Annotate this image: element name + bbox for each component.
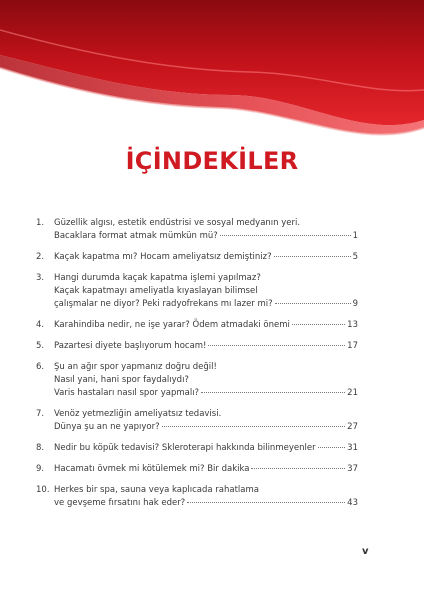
toc-entry[interactable] (36, 442, 358, 455)
toc-entry-line: Pazartesi diyete başlıyorum hocam! (54, 341, 207, 351)
toc-entry-page: 9 (352, 299, 358, 309)
toc-entry[interactable] (36, 217, 358, 243)
toc-entry-line: Hacamatı övmek mi kötülemek mi? Bir dakika (54, 464, 250, 474)
toc-entry-number: 8. (36, 443, 45, 453)
toc-entry-text (54, 463, 358, 476)
toc-entry-page: 37 (347, 464, 358, 474)
red-wave-banner (0, 0, 424, 145)
toc-entry-text (54, 319, 358, 332)
toc-entry-page: 1 (352, 231, 358, 241)
toc-entry[interactable] (36, 361, 358, 400)
toc-entry-line: Bacaklara format atmak mümkün mü? (54, 231, 218, 241)
toc-entry-number: 5. (36, 341, 45, 351)
toc-entry-page: 13 (347, 320, 358, 330)
toc-entry-line: Nasıl yani, hani spor faydalıydı? (54, 375, 189, 385)
toc-entry[interactable] (36, 463, 358, 476)
page-title: İÇİNDEKİLER (125, 147, 299, 175)
toc-entry-page: 5 (352, 252, 358, 262)
toc-entry-line: Güzellik algısı, estetik endüstrisi ve sosyal medyanın yeri. (54, 218, 301, 228)
toc-entry-line: Karahindiba nedir, ne işe yarar? Ödem atmadaki önemi (54, 320, 290, 330)
toc-entry-number: 10. (36, 485, 50, 495)
toc-entry-page: 43 (347, 498, 358, 508)
toc-entry-number: 4. (36, 320, 45, 330)
toc-entry-number: 3. (36, 273, 45, 283)
toc-entry-text (54, 442, 358, 455)
toc-entry-text (54, 340, 358, 353)
dot-leader (251, 467, 345, 469)
toc-entry-line: Varis hastaları nasıl spor yapmalı? (54, 388, 200, 398)
toc-entry-text (54, 408, 358, 434)
toc-entry-line: Herkes bir spa, sauna veya kaplıcada rahatlama (54, 485, 259, 495)
toc-entry-line: ve gevşeme fırsatını hak eder? (54, 498, 186, 508)
toc-entry-number: 9. (36, 464, 45, 474)
toc-entry-page: 27 (347, 422, 358, 432)
dot-leader (292, 323, 345, 325)
toc-entry-line: Hangi durumda kaçak kapatma işlemi yapılmaz? (54, 273, 261, 283)
dot-leader (275, 302, 351, 304)
toc-entry-line: Nedir bu köpük tedavisi? Skleroterapi hakkında bilinmeyenler (54, 443, 316, 453)
toc-entry-text (54, 272, 358, 311)
dot-leader (187, 501, 345, 503)
toc-entry-text (54, 217, 358, 243)
toc-entry-line: Kaçak kapatma mı? Hocam ameliyatsız demiştiniz? (54, 252, 272, 262)
toc-entry-number: 1. (36, 218, 45, 228)
toc-entry-line: Şu an ağır spor yapmanız doğru değil! (54, 362, 217, 372)
toc-entry-text (54, 361, 358, 400)
toc-entry-line: Dünya şu an ne yapıyor? (54, 422, 160, 432)
toc-entry-line: çalışmalar ne diyor? Peki radyofrekans mı lazer mi? (54, 299, 273, 309)
toc-entry-line: Kaçak kapatmayı ameliyatla kıyaslayan bilimsel (54, 286, 258, 296)
toc-entry-page: 31 (347, 443, 358, 453)
toc-entry-text (54, 251, 358, 264)
toc-entry[interactable] (36, 408, 358, 434)
toc-entry-page: 21 (347, 388, 358, 398)
dot-leader (162, 425, 346, 427)
table-of-contents (36, 217, 358, 518)
toc-entry-page: 17 (347, 341, 358, 351)
toc-entry[interactable] (36, 484, 358, 510)
dot-leader (274, 255, 351, 257)
toc-entry-number: 2. (36, 252, 45, 262)
toc-entry[interactable] (36, 251, 358, 264)
dot-leader (220, 234, 351, 236)
toc-entry[interactable] (36, 340, 358, 353)
page-number: v (362, 546, 369, 557)
toc-entry[interactable] (36, 272, 358, 311)
toc-entry-number: 7. (36, 409, 45, 419)
toc-entry-number: 6. (36, 362, 45, 372)
toc-entry-line: Venöz yetmezliğin ameliyatsız tedavisi. (54, 409, 222, 419)
toc-entry[interactable] (36, 319, 358, 332)
toc-entry-text (54, 484, 358, 510)
dot-leader (208, 344, 345, 346)
dot-leader (318, 446, 346, 448)
dot-leader (201, 391, 345, 393)
